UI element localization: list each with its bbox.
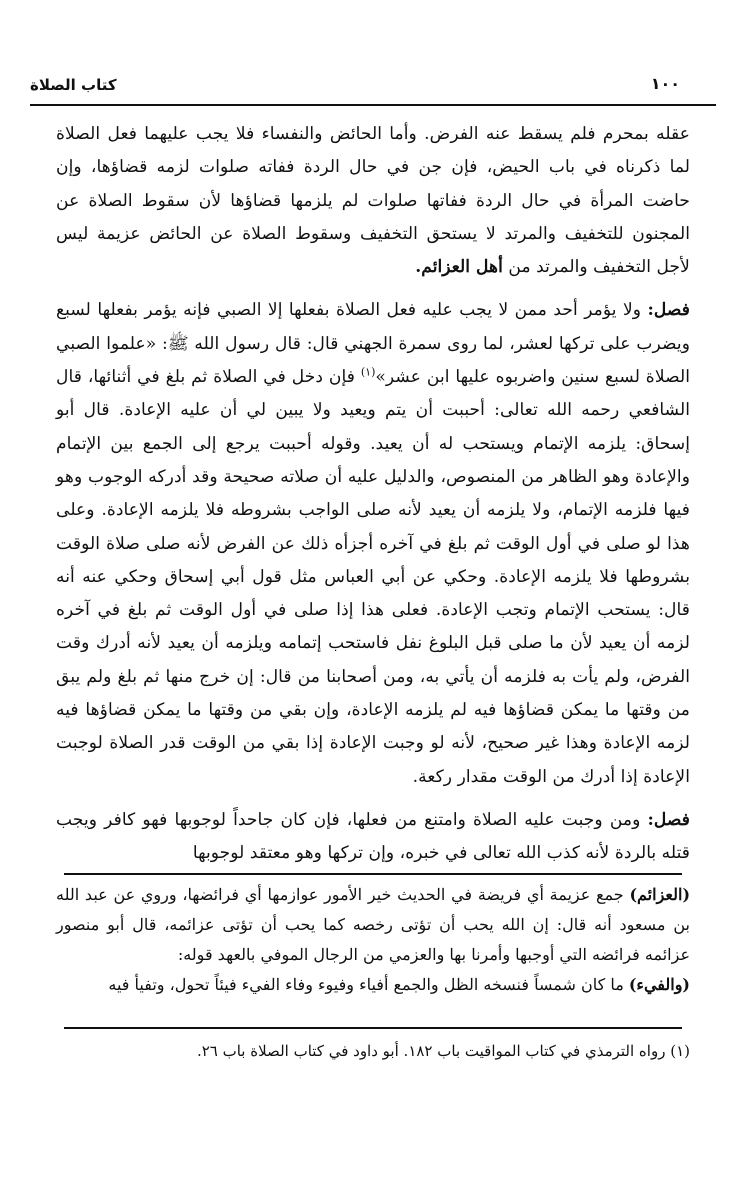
footnote [56,1038,690,1064]
paragraph-1 [56,118,690,284]
running-header [30,72,716,102]
section-heading-fasl-2: فصل: [647,809,690,830]
paragraph-2 [56,294,690,793]
section-heading-fasl: فصل: [647,300,690,321]
glossary-notes [56,880,690,1000]
paragraph-1-bold-term: أهل العزائم. [415,257,503,278]
header-divider [30,104,716,106]
gloss-term-azaim: (العزائم) [629,885,691,904]
paragraph-3-text: ومن وجبت عليه الصلاة وامتنع من فعلها، فإن كان جاحداً لوجوبها فهو كافر ويجب قتله بالردة لأنه كذب الله تعالى في خبره، وإن تركها وهو معتقد لوجوبها [56,809,690,864]
gloss-term-fay: (والفيء) [628,975,690,994]
gloss-definition-azaim: جمع عزيمة أي فريضة في الحديث خير الأمور عوازمها أي فرائضها، وروي عن عبد الله بن مسعود أنه قال: إن الله يحب أن تؤتى رخصه كما يحب أن تؤتى عزائمه، قال أبو منصور عزائمه فرائضه التي أوجبها وأمرنا بها والعزمي من الرجال الموفي بالعهد قوله: [56,885,691,964]
gloss-entry [56,880,690,1000]
footnote-divider [64,1027,682,1029]
paragraph-1-text: عقله بمحرم فلم يسقط عنه الفرض. وأما الحائض والنفساء فلا يجب عليهما فعل الصلاة لما ذكرناه في باب الحيض، فإن جن في حال الردة ففاته صلوات لزمه قضاؤها، وإن حاضت المرأة في حال الردة ففاتها صلوات لم يلزمها قضاؤها لأن سقوط الصلاة عن المجنون للتخفيف والمرتد لا يستحق التخفيف وسقوط الصلاة عن الحائض عزيمة ليس لأجل التخفيف والمرتد من [56,124,690,278]
chapter-title: كتاب الصلاة [30,76,117,94]
gloss-divider [64,873,682,875]
gloss-definition-fay: ما كان شمساً فنسخه الظل والجمع أفياء وفيوء وفاء الفيء فيئاً تحول، وتفيأ فيه [108,975,624,994]
page-number: ١٠٠ [650,74,680,93]
paragraph-2-text-b: فإن دخل في الصلاة ثم بلغ في أثنائها، قال الشافعي رحمه الله تعالى: أحببت أن يتم ويعيد ولا يبين لي أن عليه الإعادة. قال أبو إسحاق: يلزمه الإتمام ويستحب له أن يعيد. وقوله أحببت يرجع إلى الجمع بين الإتمام والإعادة وهو الظاهر من المنصوص، والدليل عليه أن صلاته صحيحة وقد أدركه الوجوب وهو فيها فلزمه الإتمام، ولا يلزمه أن يعيد لأنه صلى الواجب بشروطه فلا يلزمه الإعادة. وعلى هذا لو صلى في أول الوقت ثم بلغ في آخره أجزأه ذلك عن الفرض لأنه صلى صلاة الوقت بشروطها فلا يلزمه الإعادة. وحكي عن أبي العباس مثل قول أبي إسحاق وحكي عنه أنه قال: يستحب الإتمام وتجب الإعادة. فعلى هذا إذا صلى في أول الوقت ثم بلغ في آخره لزمه أن يعيد لأن ما صلى قبل البلوغ نفل فاستحب إتمامه ويلزمه أن يعيد لأنه أدرك وقت الفرض، ولم يأت به فلزمه أن يأتي به، ومن أصحابنا من قال: إن خرج منها ثم بلغ ولم يبق من وقتها ما يمكن قضاؤها فيه لم يلزمه الإعادة، وإن بقي من وقتها ما يمكن قضاؤها فيه لزمه الإعادة وهذا غير صحيح، لأنه لو وجبت الإعادة إذا بقي من الوقت قدر الصلاة لوجبت الإعادة إذا أدرك من الوقت مقدار ركعة. [56,367,690,787]
main-text [56,118,690,871]
paragraph-2-text-a: ولا يؤمر أحد ممن لا يجب عليه فعل الصلاة بفعلها إلا الصبي فإنه يؤمر بفعلها لسبع ويضرب على تركها لعشر، لما روى سمرة الجهني قال: قال رسول الله ﷺ: «علموا الصبي الصلاة لسبع سنين واضربوه عليها ابن عشر» [56,300,690,388]
footnote-text: (١) رواه الترمذي في كتاب المواقيت باب ١٨٢. أبو داود في كتاب الصلاة باب ٢٦. [196,1042,690,1060]
paragraph-3 [56,804,690,871]
footnote-reference[interactable]: (١) [360,365,376,379]
